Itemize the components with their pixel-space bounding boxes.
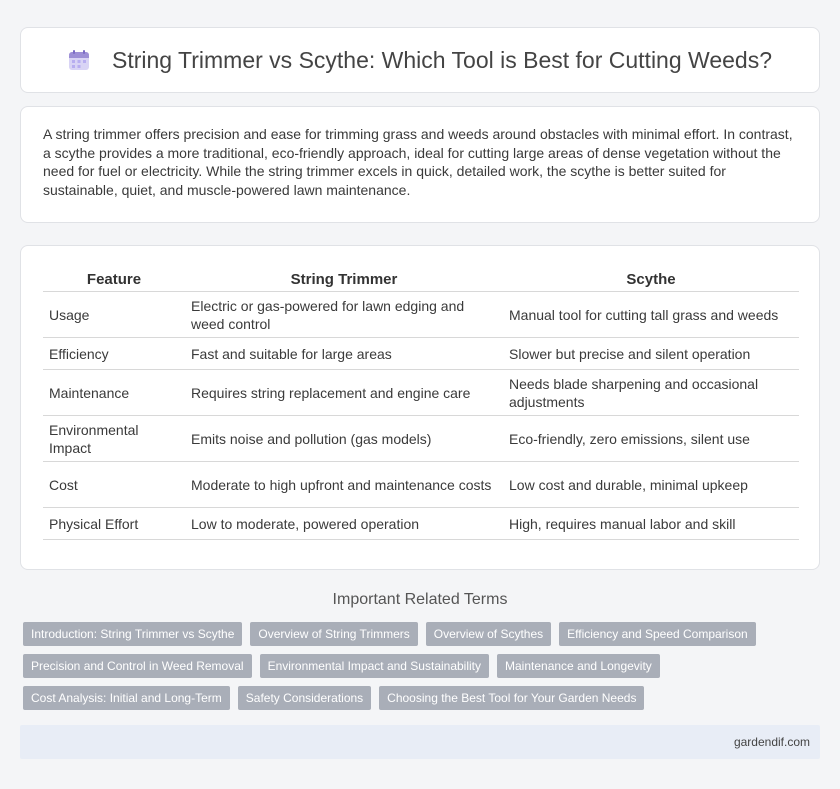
- table-cell: Requires string replacement and engine care: [185, 370, 503, 416]
- header-feature: Feature: [43, 264, 185, 292]
- table-cell: Eco-friendly, zero emissions, silent use: [503, 416, 799, 462]
- table-cell: Fast and suitable for large areas: [185, 338, 503, 370]
- related-terms-heading: Important Related Terms: [332, 591, 508, 608]
- tag-row: [23, 622, 823, 646]
- related-term-tag[interactable]: Overview of String Trimmers: [250, 622, 417, 646]
- related-term-tag[interactable]: Cost Analysis: Initial and Long-Term: [23, 686, 230, 710]
- table-cell: Manual tool for cutting tall grass and weeds: [503, 292, 799, 338]
- related-term-tag[interactable]: Environmental Impact and Sustainability: [260, 654, 489, 678]
- table-cell: Electric or gas-powered for lawn edging and weed control: [185, 292, 503, 338]
- table-row: [43, 338, 799, 370]
- comparison-table: [43, 264, 799, 540]
- table-row: [43, 292, 799, 338]
- table-cell: High, requires manual labor and skill: [503, 508, 799, 540]
- table-cell: Usage: [43, 292, 185, 338]
- table-row: [43, 462, 799, 508]
- table-cell: Moderate to high upfront and maintenance costs: [185, 462, 503, 508]
- table-row: [43, 370, 799, 416]
- comparison-card: [20, 245, 820, 570]
- table-cell: Physical Effort: [43, 508, 185, 540]
- related-term-tag[interactable]: Choosing the Best Tool for Your Garden Needs: [379, 686, 644, 710]
- table-row: [43, 508, 799, 540]
- related-term-tag[interactable]: Efficiency and Speed Comparison: [559, 622, 756, 646]
- table-cell: Needs blade sharpening and occasional adjustments: [503, 370, 799, 416]
- table-cell: Low to moderate, powered operation: [185, 508, 503, 540]
- related-term-tag[interactable]: Precision and Control in Weed Removal: [23, 654, 252, 678]
- intro-paragraph: A string trimmer offers precision and ease for trimming grass and weeds around obstacles with minimal effort. In contrast, a scythe provides a more traditional, eco-friendly approach, ideal for cutting large areas of dense vegetation without the need for fuel or electricity. While the string trimmer excels in quick, detailed work, the scythe is better suited for sustainable, quiet, and muscle-powered lawn maintenance.: [43, 126, 793, 198]
- related-term-tag[interactable]: Introduction: String Trimmer vs Scythe: [23, 622, 242, 646]
- table-cell: Low cost and durable, minimal upkeep: [503, 462, 799, 508]
- table-cell: Slower but precise and silent operation: [503, 338, 799, 370]
- footer-site-link[interactable]: gardendif.com: [733, 735, 810, 749]
- header-string-trimmer: String Trimmer: [185, 264, 503, 292]
- table-cell: Environmental Impact: [43, 416, 185, 462]
- header-scythe: Scythe: [503, 264, 799, 292]
- table-cell: Emits noise and pollution (gas models): [185, 416, 503, 462]
- table-row: [43, 416, 799, 462]
- related-term-tag[interactable]: Overview of Scythes: [426, 622, 551, 646]
- calendar-icon: [68, 49, 90, 71]
- related-term-tag[interactable]: Maintenance and Longevity: [497, 654, 660, 678]
- table-cell: Efficiency: [43, 338, 185, 370]
- tag-row: [23, 686, 823, 710]
- related-terms-list: [23, 622, 823, 718]
- table-cell: Cost: [43, 462, 185, 508]
- related-term-tag[interactable]: Safety Considerations: [238, 686, 371, 710]
- footer: [20, 725, 820, 759]
- tag-row: [23, 654, 823, 678]
- title-card: [20, 27, 820, 93]
- page-title: String Trimmer vs Scythe: Which Tool is Best for Cutting Weeds?: [112, 46, 772, 73]
- intro-card: [20, 106, 820, 223]
- table-cell: Maintenance: [43, 370, 185, 416]
